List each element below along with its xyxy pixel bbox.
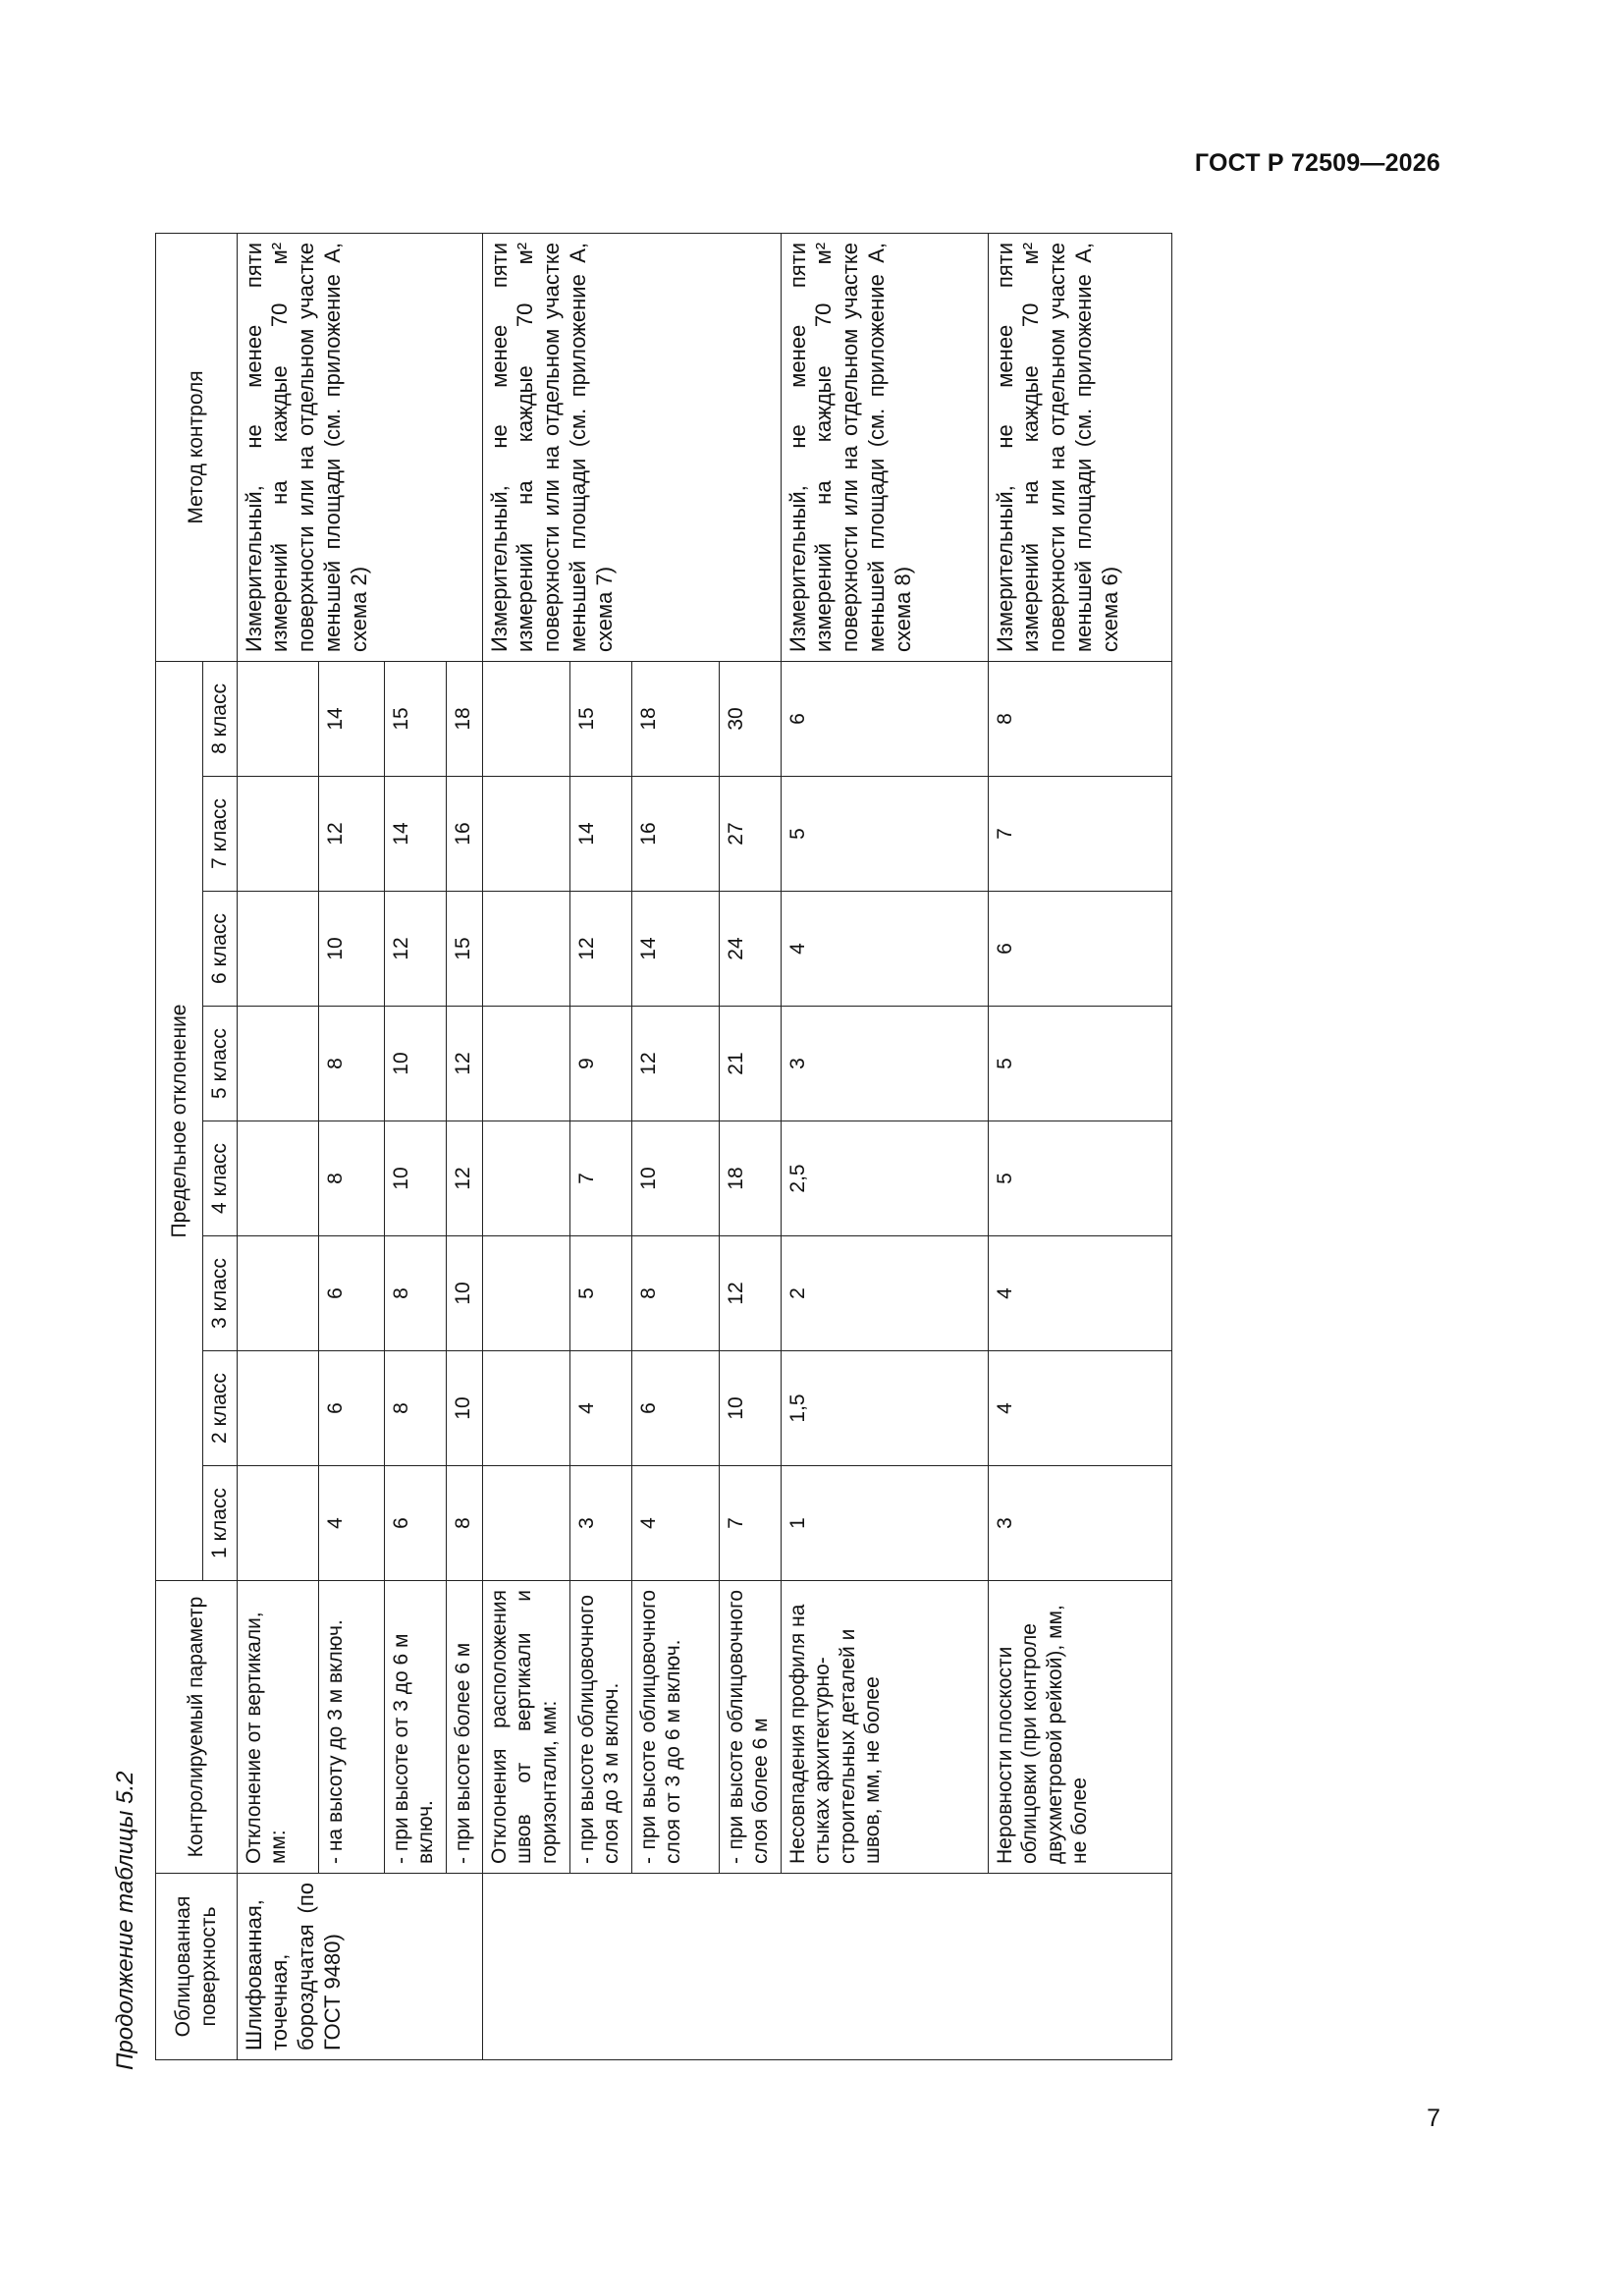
- value-cell: 14: [318, 661, 384, 776]
- value-cell: 6: [631, 1351, 719, 1466]
- value-cell: 10: [384, 1007, 446, 1121]
- value-cell: 8: [446, 1466, 482, 1581]
- method-cell: Измерительный, не менее пяти измерений на каждые 70 м² поверхности или на отдельном участке меньшей площади (см. приложение А, схема 7): [482, 233, 781, 661]
- rotated-table-area: [106, 234, 1314, 2070]
- value-cell: 6: [318, 1236, 384, 1351]
- table-row: [482, 233, 569, 2059]
- table-caption: Продолжение таблицы 5.2: [112, 1771, 138, 2070]
- value-cell: 4: [318, 1466, 384, 1581]
- header-deviation: Предельное отклонение: [156, 661, 203, 1580]
- value-cell: 8: [318, 1121, 384, 1236]
- value-cell: 16: [446, 777, 482, 892]
- value-cell: 18: [719, 1121, 781, 1236]
- header-surface: Облицованная поверхность: [156, 1874, 238, 2060]
- value-cell: 27: [719, 777, 781, 892]
- header-class-6: 6 класс: [203, 892, 238, 1007]
- value-cell: 2: [781, 1236, 988, 1351]
- value-cell: 1,5: [781, 1351, 988, 1466]
- value-cell: 4: [988, 1236, 1171, 1351]
- value-cell: 5: [988, 1121, 1171, 1236]
- header-class-5: 5 класс: [203, 1007, 238, 1121]
- value-cell: 9: [569, 1007, 631, 1121]
- method-cell: Измерительный, не менее пяти измерений на каждые 70 м² поверхности или на отдельном участке меньшей площади (см. приложение А, схема 2): [237, 233, 482, 661]
- value-cell: 4: [988, 1351, 1171, 1466]
- param-label: - при высоте облицовочного слоя до 3 м включ.: [569, 1581, 631, 1874]
- value-cell: 3: [569, 1466, 631, 1581]
- value-cell: 6: [781, 661, 988, 776]
- value-cell: 15: [569, 661, 631, 776]
- value-cell: 2,5: [781, 1121, 988, 1236]
- value-cell: 8: [988, 661, 1171, 776]
- table-row: [781, 233, 988, 2059]
- value-cell: 18: [631, 661, 719, 776]
- surface-cell-continued: [482, 1874, 1171, 2060]
- method-cell: Измерительный, не менее пяти измерений на каждые 70 м² поверхности или на отдельном участке меньшей площади (см. приложение А, схема 6): [988, 233, 1171, 661]
- param-label: - при высоте от 3 до 6 м включ.: [384, 1581, 446, 1874]
- value-cell: 3: [988, 1466, 1171, 1581]
- value-cell: 12: [446, 1007, 482, 1121]
- group-title: Отклонения расположения швов от вертикали и горизонтали, мм:: [482, 1581, 569, 1874]
- value-cell: 21: [719, 1007, 781, 1121]
- value-cell: 30: [719, 661, 781, 776]
- value-cell: 12: [384, 892, 446, 1007]
- param-label: - при высоте облицовочного слоя более 6 м: [719, 1581, 781, 1874]
- value-cell: 5: [781, 777, 988, 892]
- value-cell: 6: [318, 1351, 384, 1466]
- param-label: Неровности плоскости облицовки (при контроле двухметровой рейкой), мм, не более: [988, 1581, 1171, 1874]
- value-cell: 8: [631, 1236, 719, 1351]
- value-cell: 12: [569, 892, 631, 1007]
- value-cell: 10: [446, 1351, 482, 1466]
- value-cell: 14: [384, 777, 446, 892]
- param-label: - при высоте облицовочного слоя от 3 до 6 м включ.: [631, 1581, 719, 1874]
- header-class-8: 8 класс: [203, 661, 238, 776]
- value-cell: 15: [446, 892, 482, 1007]
- header-class-7: 7 класс: [203, 777, 238, 892]
- header-class-1: 1 класс: [203, 1466, 238, 1581]
- value-cell: 15: [384, 661, 446, 776]
- surface-cell: Шлифованная, точечная, бороздчатая (по ГОСТ 9480): [237, 1874, 482, 2060]
- value-cell: 10: [631, 1121, 719, 1236]
- value-cell: 8: [384, 1351, 446, 1466]
- table-row: [988, 233, 1171, 2059]
- value-cell: 8: [318, 1007, 384, 1121]
- value-cell: 14: [569, 777, 631, 892]
- value-cell: 16: [631, 777, 719, 892]
- value-cell: 12: [446, 1121, 482, 1236]
- method-cell: Измерительный, не менее пяти измерений на каждые 70 м² поверхности или на отдельном участке меньшей площади (см. приложение А, схема 8): [781, 233, 988, 661]
- value-cell: 6: [988, 892, 1171, 1007]
- value-cell: 6: [384, 1466, 446, 1581]
- value-cell: 4: [569, 1351, 631, 1466]
- header-method: Метод контроля: [156, 233, 238, 661]
- param-label: - при высоте более 6 м: [446, 1581, 482, 1874]
- value-cell: 4: [631, 1466, 719, 1581]
- deviation-table: [155, 233, 1172, 2060]
- param-label: Несовпадения профиля на стыках архитектурно-строительных деталей и швов, мм, не более: [781, 1581, 988, 1874]
- value-cell: 10: [446, 1236, 482, 1351]
- value-cell: 24: [719, 892, 781, 1007]
- page-number: 7: [1427, 2105, 1440, 2132]
- value-cell: 7: [719, 1466, 781, 1581]
- param-label: - на высоту до 3 м включ.: [318, 1581, 384, 1874]
- value-cell: 7: [569, 1121, 631, 1236]
- value-cell: 12: [719, 1236, 781, 1351]
- value-cell: 10: [384, 1121, 446, 1236]
- value-cell: 3: [781, 1007, 988, 1121]
- value-cell: 10: [318, 892, 384, 1007]
- table-row: [237, 233, 318, 2059]
- value-cell: 5: [569, 1236, 631, 1351]
- value-cell: 1: [781, 1466, 988, 1581]
- header-class-4: 4 класс: [203, 1121, 238, 1236]
- header-class-3: 3 класс: [203, 1236, 238, 1351]
- group-title: Отклонение от вертикали, мм:: [237, 1581, 318, 1874]
- document-number: ГОСТ Р 72509—2026: [1194, 149, 1440, 177]
- value-cell: 18: [446, 661, 482, 776]
- value-cell: 12: [318, 777, 384, 892]
- value-cell: 10: [719, 1351, 781, 1466]
- value-cell: 14: [631, 892, 719, 1007]
- value-cell: 4: [781, 892, 988, 1007]
- header-parameter: Контролируемый параметр: [156, 1581, 238, 1874]
- value-cell: 5: [988, 1007, 1171, 1121]
- value-cell: 8: [384, 1236, 446, 1351]
- value-cell: 7: [988, 777, 1171, 892]
- header-class-2: 2 класс: [203, 1351, 238, 1466]
- value-cell: 12: [631, 1007, 719, 1121]
